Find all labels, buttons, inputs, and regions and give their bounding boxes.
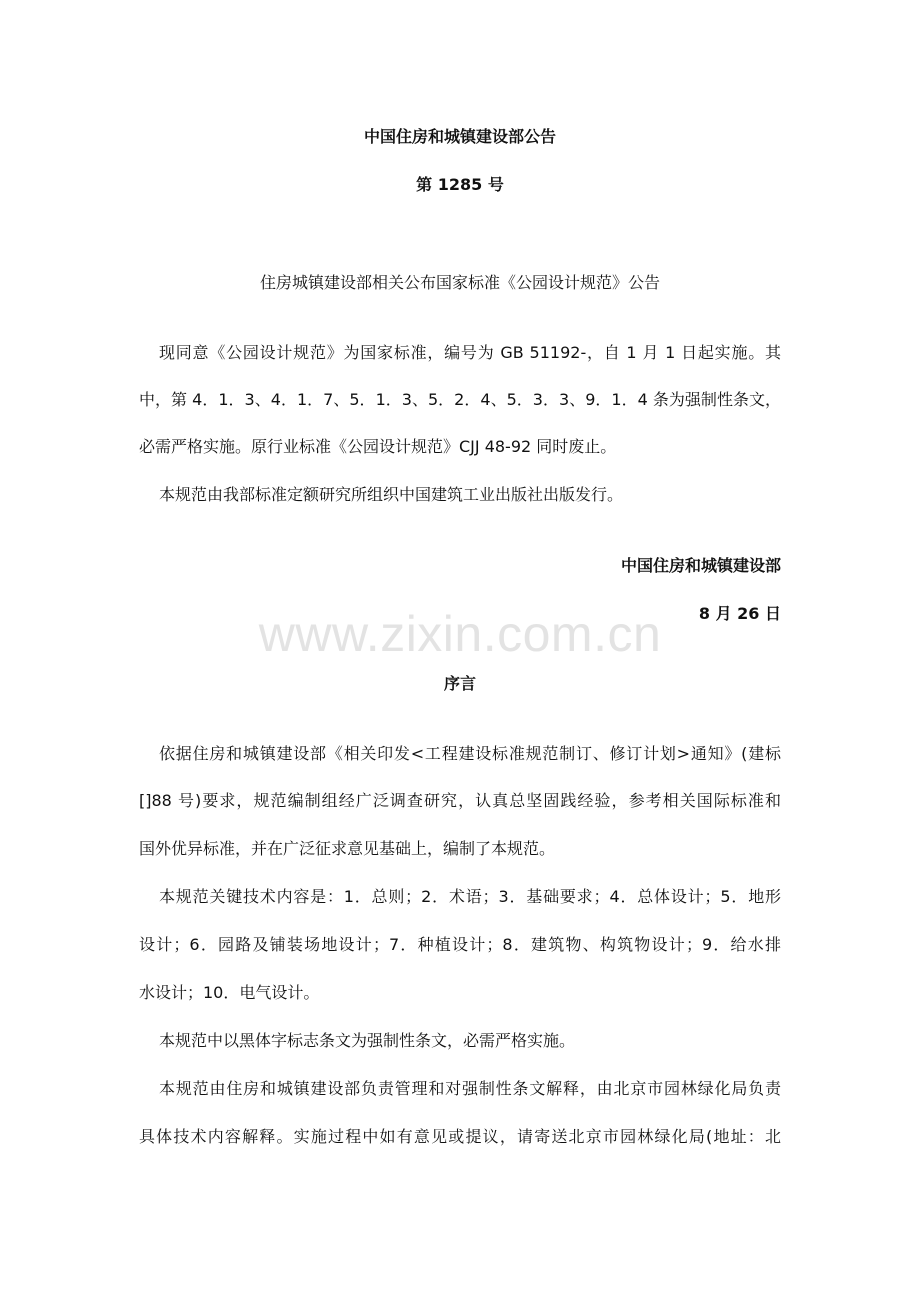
preface-paragraph1-line2: []88 号)要求，规范编制组经广泛调查研究，认真总坚固践经验，参考相关国际标准和 — [139, 791, 781, 810]
notice-paragraph1-line1: 现同意《公园设计规范》为国家标准，编号为 GB 51192-，自 1 月 1 日起实施。其 — [159, 343, 781, 362]
preface-paragraph4-line2: 具体技术内容解释。实施过程中如有意见或提议，请寄送北京市园林绿化局(地址：北 — [139, 1127, 781, 1146]
signature-ministry: 中国住房和城镇建设部 — [620, 556, 781, 575]
preface-paragraph2-line3: 水设计；10．电气设计。 — [139, 983, 320, 1002]
preface-paragraph2-line1: 本规范关键技术内容是：1．总则；2．术语；3．基础要求；4．总体设计；5．地形 — [159, 887, 781, 906]
announcement-number: 第 1285 号 — [416, 175, 504, 194]
preface-paragraph4-line1: 本规范由住房和城镇建设部负责管理和对强制性条文解释，由北京市园林绿化局负责 — [159, 1079, 781, 1098]
notice-paragraph2: 本规范由我部标准定额研究所组织中国建筑工业出版社出版发行。 — [159, 485, 624, 504]
preface-paragraph3: 本规范中以黑体字标志条文为强制性条文，必需严格实施。 — [159, 1031, 576, 1050]
announcement-title: 中国住房和城镇建设部公告 — [363, 127, 556, 146]
watermark: www.zixin.com.cn — [258, 606, 662, 662]
preface-paragraph2-line2: 设计；6．园路及铺装场地设计；7．种植设计；8．建筑物、构筑物设计；9．给水排 — [139, 935, 781, 954]
preface-heading: 序言 — [443, 674, 476, 693]
preface-paragraph1-line1: 依据住房和城镇建设部《相关印发<工程建设标准规范制订、修订计划>通知》(建标 — [159, 744, 781, 763]
announcement-subject: 住房城镇建设部相关公布国家标准《公园设计规范》公告 — [259, 273, 660, 292]
preface-paragraph1-line3: 国外优异标准，并在广泛征求意见基础上，编制了本规范。 — [139, 839, 556, 858]
notice-paragraph1-line3: 必需严格实施。原行业标准《公园设计规范》CJJ 48-92 同时废止。 — [139, 437, 617, 456]
signature-date: 8 月 26 日 — [698, 604, 781, 623]
notice-paragraph1-line2: 中，第 4．1．3、4．1．7、5．1．3、5．2．4、5．3．3、9．1．4 条为强制性条文， — [139, 390, 781, 409]
